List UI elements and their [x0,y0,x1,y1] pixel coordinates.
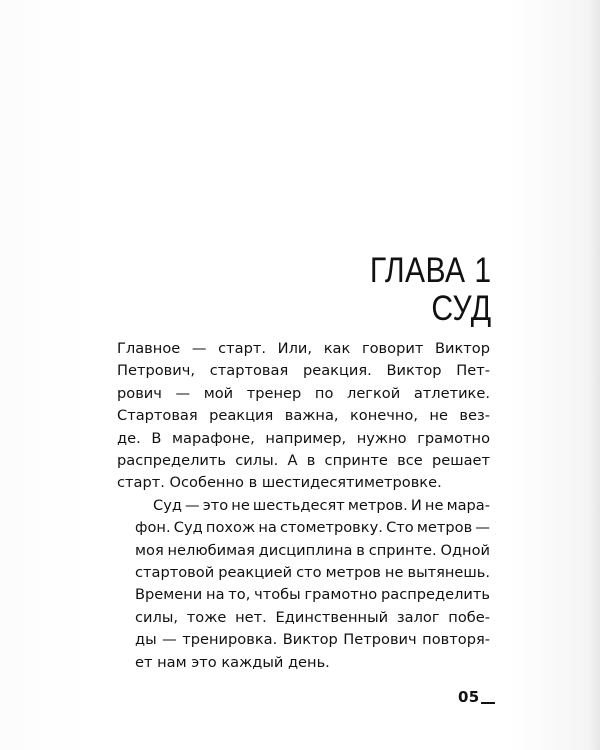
text-line: рович — мой тренер по легкой атлетике. [117,384,490,402]
text-line: Петрович, стартовая реакция. Виктор Пет- [117,362,490,380]
text-line: ет нам это каждый день. [135,653,330,671]
text-line: стартовой реакцией сто метров не вытянешь. [135,564,490,582]
text-line: старт. Особенно в шестидесятиметровке. [117,474,442,492]
text-line: ды — тренировка. Виктор Петрович повторя- [135,631,490,649]
text-line: Суд — это не шестьдесят метров. И не мара- [153,496,490,514]
text-line: Стартовая реакция важна, конечно, не вез- [117,407,490,425]
text-line: Времени на то, чтобы грамотно распределить [135,586,490,604]
paragraph-2 [117,495,490,674]
chapter-heading [370,252,492,328]
page-number: 05 [458,688,495,706]
page-edge-shadow [588,0,600,750]
text-line: де. В марафоне, например, нужно грамотно [117,429,490,447]
text-line: распределить силы. А в спринте все решает [117,452,490,470]
text-line: моя нелюбимая дисциплина в спринте. Одной [135,541,490,559]
paragraph-1 [117,338,490,495]
text-line: Главное — старт. Или, как говорит Виктор [117,340,490,357]
text-line: силы, тоже нет. Единственный залог побе- [135,608,490,626]
text-line: фон. Суд похож на стометровку. Сто метров — [135,519,490,537]
chapter-number: ГЛАВА 1 [370,251,492,290]
chapter-title: СУД [431,289,492,328]
body-text [117,338,490,674]
